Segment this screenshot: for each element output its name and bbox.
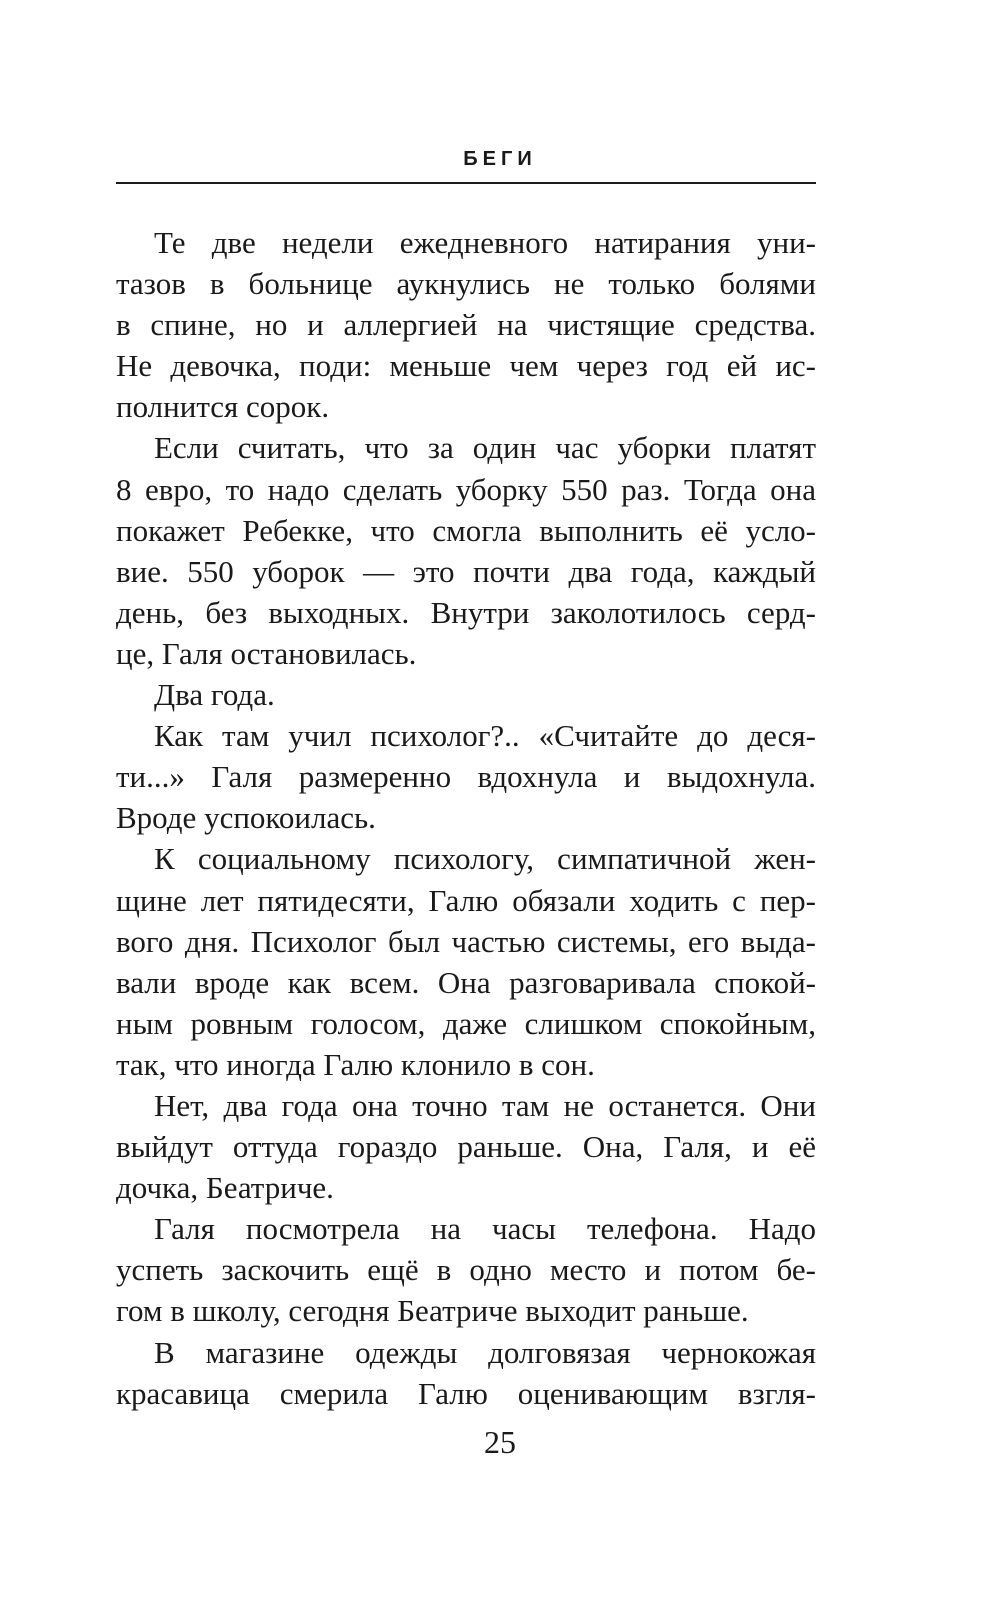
text-line: выйдут оттуда гораздо раньше. Она, Галя, и её <box>116 1129 816 1165</box>
running-head: БЕГИ <box>463 148 537 170</box>
text-line: вого дня. Психолог был частью системы, его выда- <box>116 923 816 959</box>
text-line: Если считать, что за один час уборки платят <box>154 430 816 466</box>
text-line: успеть заскочить ещё в одно место и потом бе- <box>116 1252 816 1288</box>
text-line: Как там учил психолог?.. «Считайте до деся- <box>154 718 816 754</box>
text-line: день, без выходных. Внутри заколотилось серд- <box>116 594 816 630</box>
text-line: 8 евро, то надо сделать уборку 550 раз. Тогда она <box>116 471 816 507</box>
text-line: Вроде успокоилась. <box>116 800 376 836</box>
text-line: в спине, но и аллергией на чистящие средства. <box>116 307 816 343</box>
body-text <box>116 222 816 1414</box>
text-line: вие. 550 уборок — это почти два года, каждый <box>116 553 816 589</box>
text-line: Не девочка, поди: меньше чем через год ей ис- <box>116 348 816 384</box>
text-line: В магазине одежды долговязая чернокожая <box>154 1334 816 1370</box>
text-line: ти...» Галя размеренно вдохнула и выдохнула. <box>116 759 816 795</box>
text-line: вали вроде как всем. Она разговаривала спокой- <box>116 964 816 1000</box>
text-line: красавица смерила Галю оценивающим взгля- <box>116 1375 816 1411</box>
text-line: Те две недели ежедневного натирания уни- <box>154 225 816 260</box>
text-line: щине лет пятидесяти, Галю обязали ходить с пер- <box>116 882 816 918</box>
text-line: гом в школу, сегодня Беатриче выходит раньше. <box>116 1293 749 1329</box>
text-line: дочка, Беатриче. <box>116 1170 334 1206</box>
text-line: так, что иногда Галю клонило в сон. <box>116 1046 595 1082</box>
text-line: покажет Ребекке, что смогла выполнить её усло- <box>116 512 816 548</box>
text-line: це, Галя остановилась. <box>116 635 417 671</box>
text-line: К социальному психологу, симпатичной жен- <box>154 841 816 877</box>
text-line: полнится сорок. <box>116 389 330 425</box>
text-line: Нет, два года она точно там не останется. Они <box>154 1087 816 1123</box>
text-line: Галя посмотрела на часы телефона. Надо <box>154 1211 816 1247</box>
text-line: ным ровным голосом, даже слишком спокойным, <box>116 1005 816 1041</box>
text-line: Два года. <box>154 677 275 713</box>
text-line: тазов в больнице аукнулись не только болями <box>116 266 816 302</box>
header-rule <box>116 182 816 184</box>
page-number: 25 <box>484 1424 516 1460</box>
